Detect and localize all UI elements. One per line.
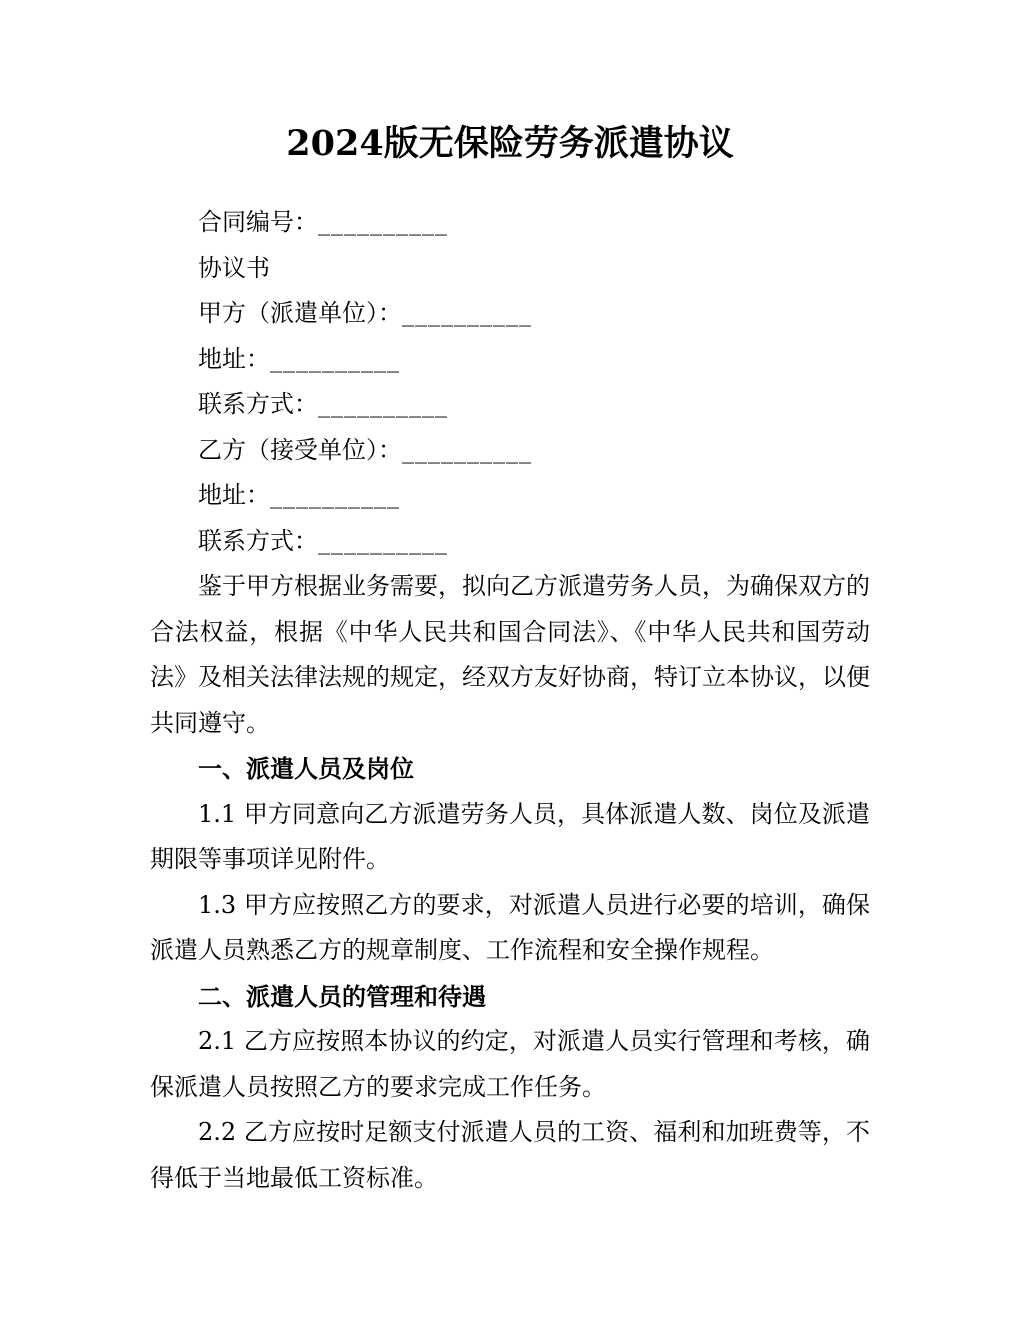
field-label: 合同编号： xyxy=(198,208,318,236)
field-label: 地址： xyxy=(198,344,270,373)
fill-in-blank: __________ xyxy=(402,435,532,464)
document-title: 2024版无保险劳务派遣协议 xyxy=(286,123,734,164)
field-label: 协议书 xyxy=(198,253,270,282)
field-line-party-b-address xyxy=(150,473,870,519)
field-label: 甲方（派遣单位）： xyxy=(198,299,402,327)
field-line-party-a xyxy=(150,291,870,337)
fill-in-blank: __________ xyxy=(318,208,448,236)
field-label: 乙方（接受单位）： xyxy=(198,435,402,464)
field-line-party-b-contact xyxy=(150,519,870,565)
field-label: 联系方式： xyxy=(198,526,318,555)
clause-1-1: 1.1 甲方同意向乙方派遣劳务人员，具体派遣人数、岗位及派遣期限等事项详见附件。 xyxy=(150,799,870,873)
field-label: 联系方式： xyxy=(198,390,318,418)
fill-in-blank: __________ xyxy=(318,390,448,418)
clause-1-3: 1.3 甲方应按照乙方的要求，对派遣人员进行必要的培训，确保派遣人员熟悉乙方的规章制度、工作流程和安全操作规程。 xyxy=(150,890,870,964)
fill-in-blank: __________ xyxy=(270,344,400,373)
fill-in-blank: __________ xyxy=(402,299,532,327)
field-line-party-a-address xyxy=(150,337,870,383)
field-line-agreement-label xyxy=(150,246,870,292)
document-body xyxy=(150,200,870,1201)
fill-in-blank: __________ xyxy=(318,526,448,555)
field-label: 地址： xyxy=(198,481,270,509)
field-line-party-b xyxy=(150,428,870,474)
section-2-heading: 二、派遣人员的管理和待遇 xyxy=(198,981,486,1011)
preamble-paragraph: 鉴于甲方根据业务需要，拟向乙方派遣劳务人员，为确保双方的合法权益，根据《中华人民共和国合同法》、《中华人民共和国劳动法》及相关法律法规的规定，经双方友好协商，特订立本协议，以便共同遵守。 xyxy=(150,572,870,737)
fill-in-blank: __________ xyxy=(270,481,400,509)
clause-2-2: 2.2 乙方应按时足额支付派遣人员的工资、福利和加班费等，不得低于当地最低工资标准。 xyxy=(150,1118,870,1192)
section-1-heading: 一、派遣人员及岗位 xyxy=(198,754,414,783)
clause-2-1: 2.1 乙方应按照本协议的约定，对派遣人员实行管理和考核，确保派遣人员按照乙方的要求完成工作任务。 xyxy=(150,1027,870,1101)
field-line-contract-number xyxy=(150,200,870,246)
field-line-party-a-contact xyxy=(150,382,870,428)
